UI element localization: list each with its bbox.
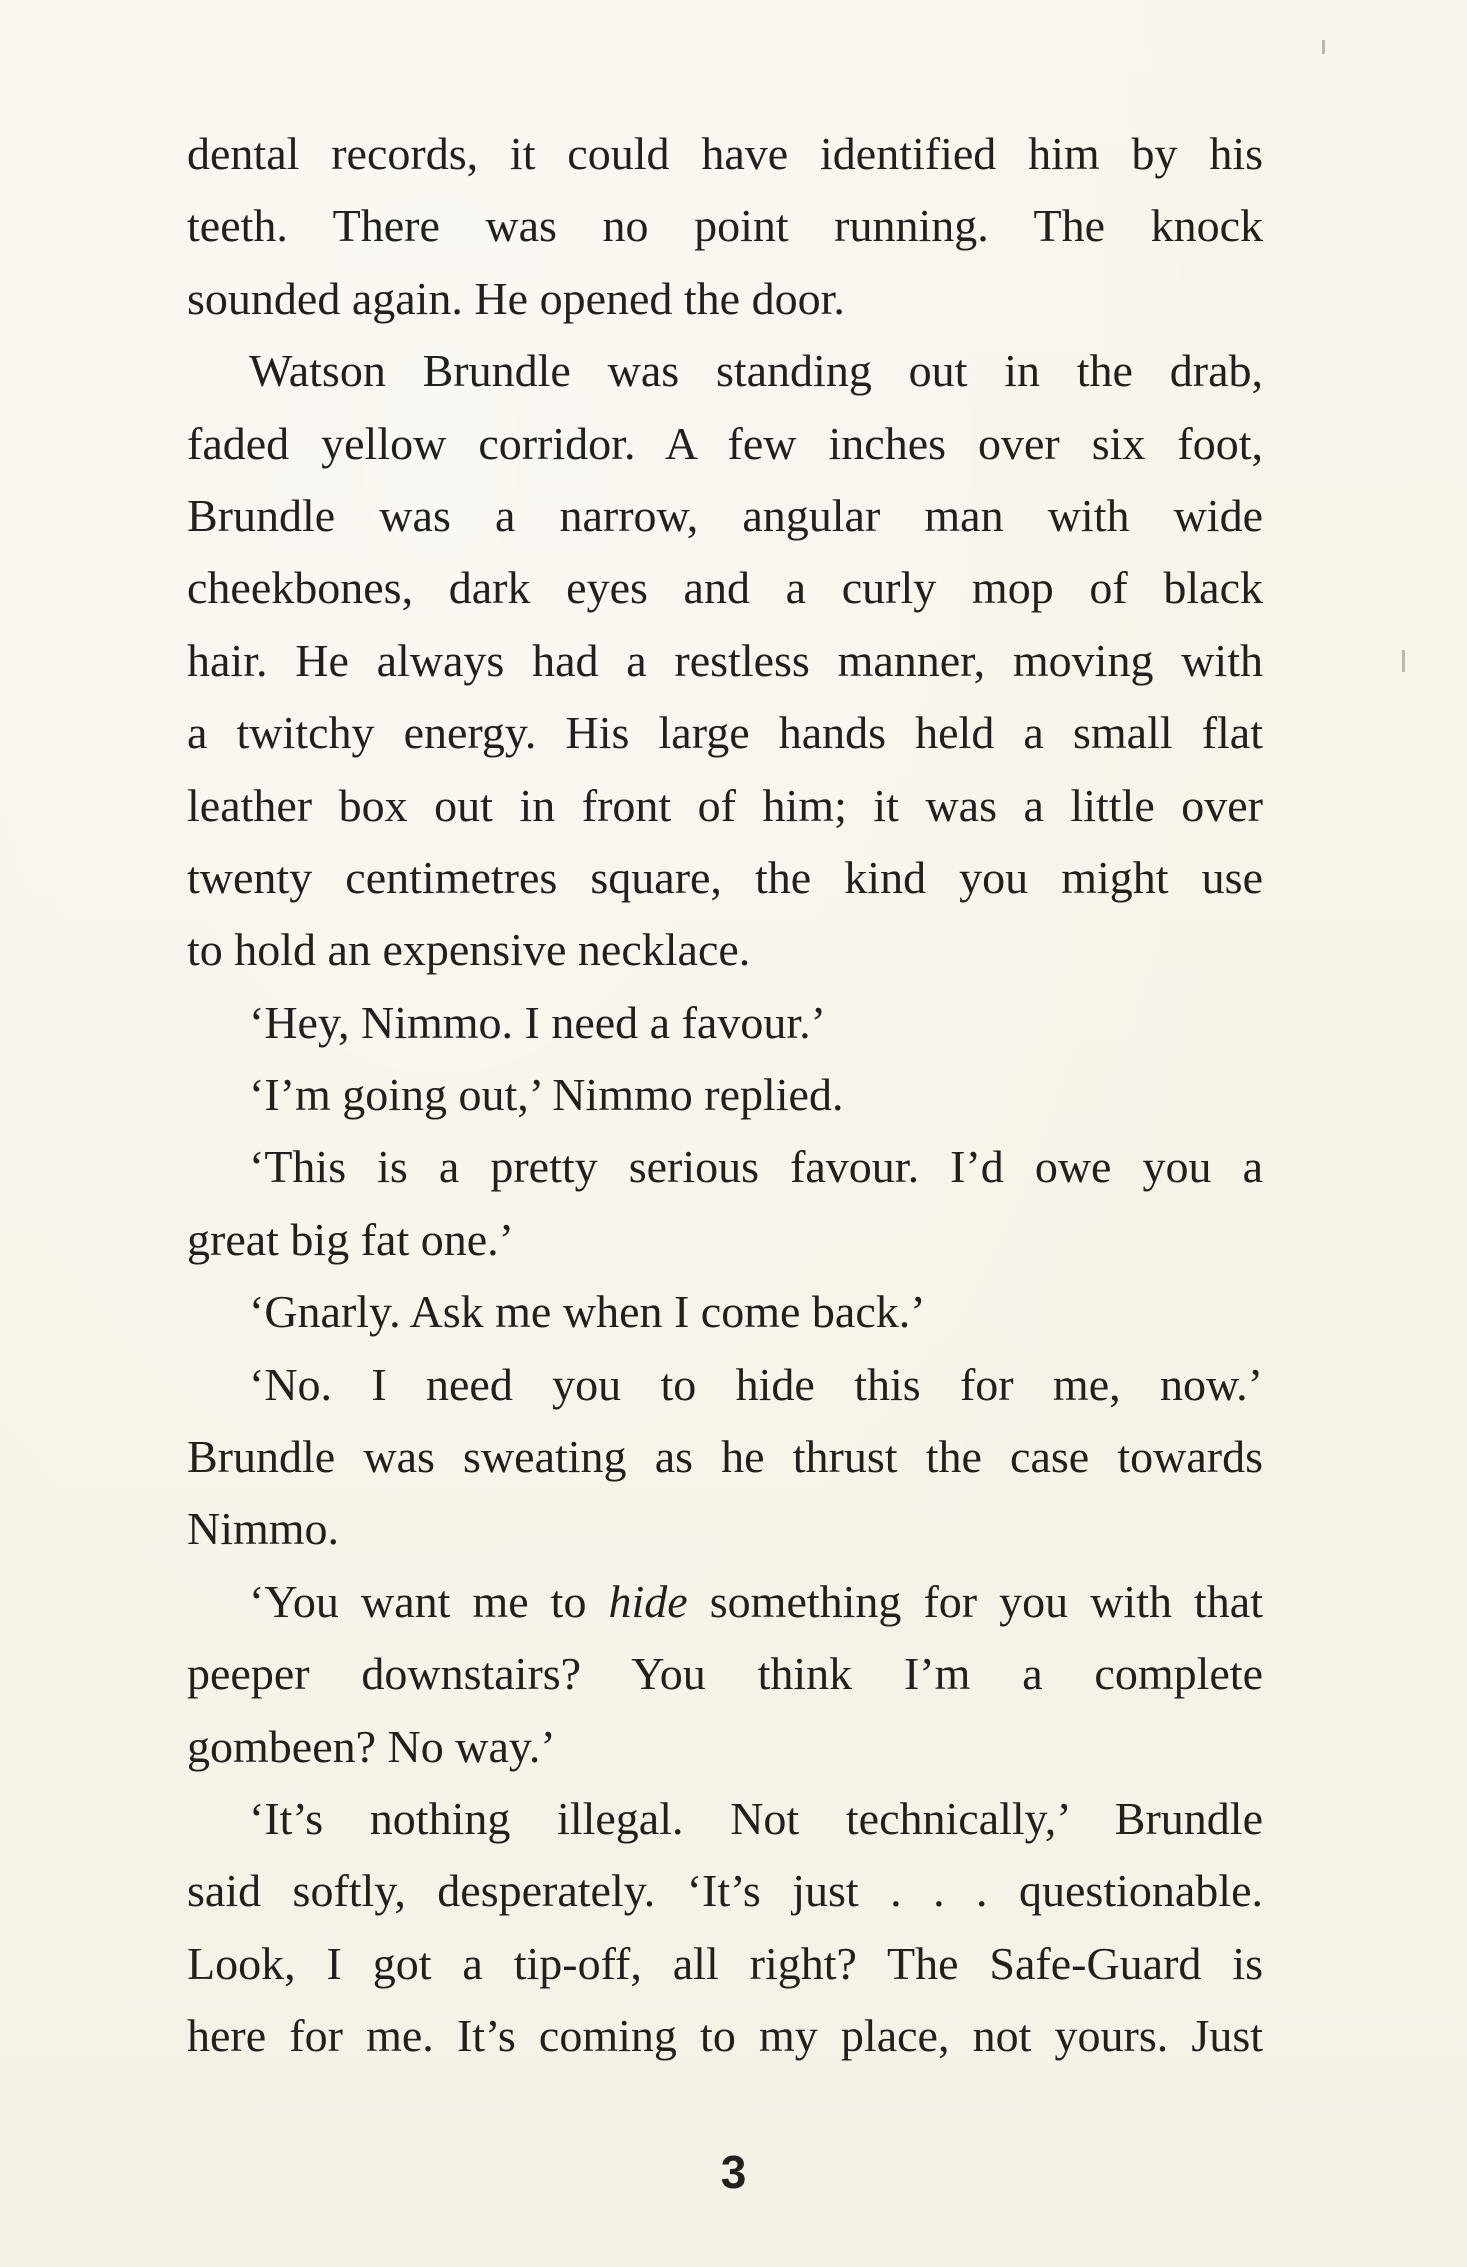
margin-mark	[1402, 650, 1405, 672]
text-line: ‘No. I need you to hide this for me, now.’	[249, 1358, 1263, 1410]
text-line: ‘I’m going out,’ Nimmo replied.	[249, 1069, 844, 1121]
text-line: leather box out in front of him; it was a little over	[187, 779, 1263, 831]
text-line: hair. He always had a restless manner, moving with	[187, 634, 1263, 686]
text-line: ‘Hey, Nimmo. I need a favour.’	[249, 996, 826, 1048]
text-line: Brundle was sweating as he thrust the case towards	[187, 1431, 1263, 1483]
text-line: gombeen? No way.’	[187, 1720, 556, 1772]
body-text	[187, 118, 1263, 2073]
text-line: faded yellow corridor. A few inches over six foot,	[187, 417, 1263, 469]
text-line: Nimmo.	[187, 1503, 340, 1555]
text-line: here for me. It’s coming to my place, not yours. Just	[187, 2010, 1263, 2062]
text-line: said softly, desperately. ‘It’s just . . . questionable.	[187, 1865, 1263, 1917]
text-line: cheekbones, dark eyes and a curly mop of black	[187, 562, 1263, 614]
text-line: sounded again. He opened the door.	[187, 272, 845, 324]
text-line: Look, I got a tip-off, all right? The Safe-Guard is	[187, 1937, 1263, 1989]
emphasis: hide	[608, 1575, 688, 1627]
text-line: a twitchy energy. His large hands held a small flat	[187, 707, 1263, 759]
margin-mark	[1322, 40, 1325, 54]
text-line: to hold an expensive necklace.	[187, 924, 751, 976]
text-line: Watson Brundle was standing out in the drab,	[249, 345, 1263, 397]
text-line: ‘This is a pretty serious favour. I’d owe you a	[249, 1141, 1263, 1193]
text-line: twenty centimetres square, the kind you might use	[187, 851, 1263, 903]
text-line: Brundle was a narrow, angular man with wide	[187, 489, 1263, 541]
text-line: great big fat one.’	[187, 1213, 514, 1265]
text-line: ‘It’s nothing illegal. Not technically,’ Brundle	[249, 1792, 1263, 1844]
text-line: peeper downstairs? You think I’m a complete	[187, 1648, 1263, 1700]
text-line: dental records, it could have identified him by his	[187, 128, 1263, 179]
text-line: ‘You want me to hide something for you with that	[249, 1575, 1263, 1627]
text-line: ‘Gnarly. Ask me when I come back.’	[249, 1286, 926, 1338]
text-line: teeth. There was no point running. The knock	[187, 200, 1263, 252]
page-number: 3	[720, 2146, 747, 2198]
